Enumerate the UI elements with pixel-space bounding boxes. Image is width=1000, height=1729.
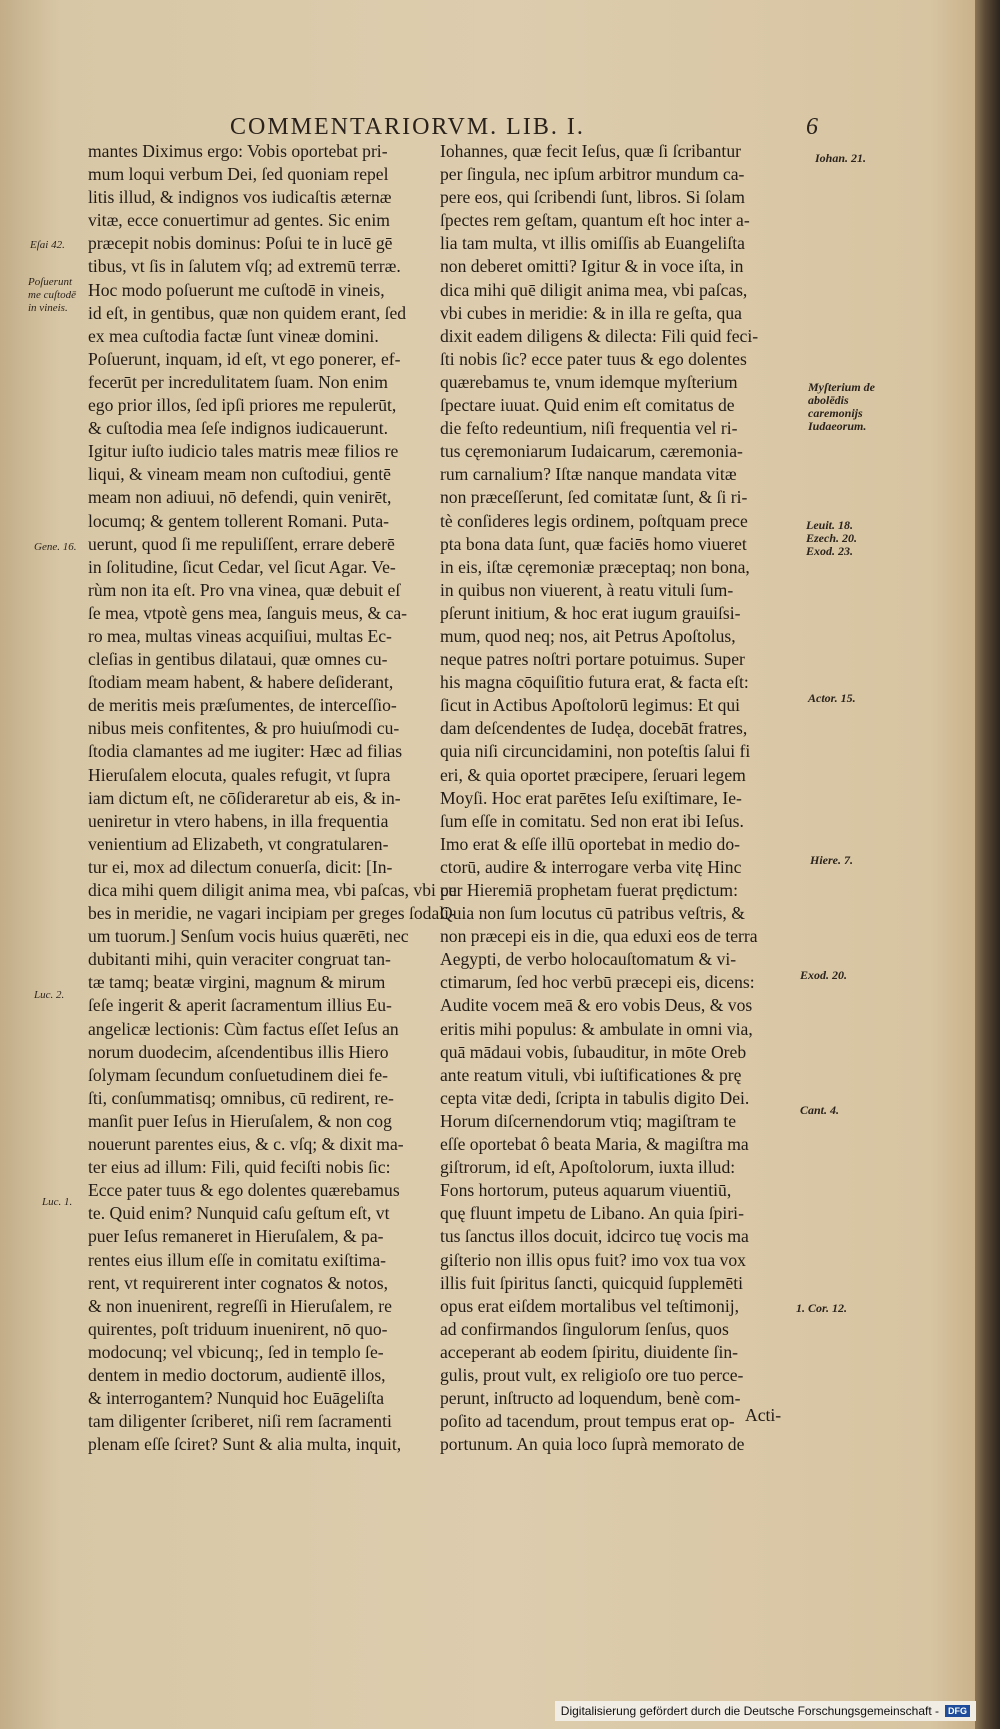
text-line: ſicut in Actibus Apoſtolorū legimus: Et qui	[440, 695, 741, 716]
text-line: eſſe oportebat ô beata Maria, & magiſtra ma	[440, 1134, 749, 1155]
text-line: ſtodia clamantes ad me iugiter: Hæc ad filias	[88, 741, 403, 762]
text-line: gulis, prout vult, ex religioſo ore tuo perce-	[440, 1364, 744, 1385]
text-line: giſtrorum, id eſt, Apoſtolorum, iuxta illud:	[440, 1157, 736, 1178]
text-line: iam dictum eſt, ne cōſideraretur ab eis, & in-	[88, 787, 401, 808]
margin-note-exod: Exod. 20.	[800, 968, 848, 982]
text-line: & cuſtodia mea ſeſe indignos iudicauerunt.	[88, 418, 388, 439]
text-line: tè conſideres legis ordinem, poſtquam prece	[440, 510, 748, 531]
text-line: quā mādaui vobis, ſubauditur, in mōte Oreb	[440, 1041, 747, 1062]
text-line: ter eius ad illum: Fili, quid feciſti nobis ſic:	[88, 1157, 391, 1178]
margin-note-cant: Cant. 4.	[800, 1103, 840, 1117]
text-line: poſito ad tacendum, prout tempus erat op-	[440, 1411, 735, 1432]
text-line: perunt, inſtructo ad loquendum, benè com-	[440, 1388, 741, 1409]
text-line: die feſto redeuntium, niſi frequentia vel ri-	[440, 418, 738, 439]
text-line: ſe mea, vtpotè gens mea, ſanguis meus, & ca-	[88, 602, 408, 623]
text-line: Fons hortorum, puteus aquarum viuentiū,	[440, 1180, 732, 1201]
text-line: norum duodecim, aſcendentibus illis Hiero	[88, 1041, 389, 1062]
text-line: Horum diſcernendorum vtiq; magiſtram te	[440, 1110, 737, 1131]
catchword: Acti-	[745, 1405, 782, 1425]
text-line: Quia non ſum locutus cū patribus veſtris, &	[440, 903, 745, 924]
text-line: ſpectes rem geſtam, quantum eſt hoc inter a-	[440, 210, 750, 231]
text-line: in eis, iſtæ cęremoniæ præceptaq; non bona,	[440, 556, 750, 577]
text-line: neque patres noſtri portare potuimus. Super	[440, 649, 745, 670]
text-line: lia tam multa, vt illis omiſſis ab Euangeliſta	[440, 233, 745, 254]
text-line: dica mihi quem diligit anima mea, vbi paſcas, vbi cu	[88, 880, 457, 900]
text-line: mum loqui verbum Dei, ſed quoniam repel	[88, 164, 389, 185]
text-line: pta bona data ſunt, quæ faciēs homo viueret	[440, 533, 747, 554]
text-line: tam diligenter ſcriberet, niſi rem ſacramenti	[88, 1411, 392, 1432]
text-line: cleſias in gentibus dilataui, quæ omnes cu-	[88, 649, 388, 670]
text-line: ſti, conſummatisq; omnibus, cū redirent, re-	[88, 1087, 394, 1108]
text-line: Hieruſalem elocuta, quales refugit, vt ſupra	[88, 764, 391, 785]
text-line: Poſuerunt, inquam, id eſt, vt ego ponerer, ef-	[88, 348, 401, 369]
page-edge	[975, 0, 1000, 1729]
text-line: Moyſi. Hoc erat parētes Ieſu exiſtimare, Ie-	[440, 787, 742, 808]
text-line: puer Ieſus remaneret in Hieruſalem, & pa-	[88, 1226, 384, 1247]
text-line: liqui, & vineam meam non cuſtodiui, gentē	[88, 464, 391, 485]
text-line: fecerūt per incredulitatem ſuam. Non enim	[88, 371, 388, 392]
digitization-footer	[555, 1701, 976, 1721]
text-line: rùm non ita eſt. Pro vna vinea, quæ debuit eſ	[88, 579, 401, 600]
text-line: dam deſcendentes de Iudęa, docebāt fratres,	[440, 718, 748, 739]
header-title: COMMENTARIORVM. LIB. I.	[230, 114, 585, 140]
text-line: tæ tamq; beatæ virgini, magnum & mirum	[88, 972, 386, 993]
text-line: non deberet omitti? Igitur & in voce iſta, in	[440, 256, 744, 277]
text-line: id eſt, in gentibus, quæ non quidem erant, ſed	[88, 302, 407, 323]
text-line: Ecce pater tuus & ego dolentes quærebamus	[88, 1180, 400, 1201]
text-line: eri, & quia oportet præcipere, ſeruari legem	[440, 764, 746, 785]
text-line: opus erat eiſdem mortalibus vel teſtimonij,	[440, 1295, 740, 1316]
text-line: dixit eadem diligens & dilecta: Fili quid feci-	[440, 325, 759, 346]
text-line: acceperant ab eodem ſpiritu, diuidente ſin-	[440, 1341, 738, 1362]
text-line: Hoc modo poſuerunt me cuſtodē in vineis,	[88, 279, 385, 300]
text-line: ex mea cuſtodia factæ ſunt vineæ domini.	[88, 325, 379, 346]
left-text-column	[88, 140, 457, 1456]
margin-note-mysterium: Myſterium de abolēdis caremonijs Iudaeorum.	[808, 380, 875, 433]
text-line: tus ſanctus illos docuit, idcirco tuę vocis ma	[440, 1226, 749, 1247]
text-line: ſum eſſe in comitatu. Sed non erat ibi Ieſus.	[440, 810, 744, 831]
dfg-logo: DFG	[945, 1705, 970, 1717]
margin-note-iohan: Iohan. 21.	[815, 151, 867, 165]
margin-note-gene: Gene. 16.	[34, 541, 77, 553]
text-line: præcepit nobis dominus: Poſui te in lucē gē	[88, 233, 393, 254]
text-line: his magna cōquiſitio futura erat, & facta eſt:	[440, 672, 749, 693]
text-line: non præcepi eis in die, qua eduxi eos de terra	[440, 926, 758, 947]
margin-note-hiere: Hiere. 7.	[810, 853, 853, 867]
text-line: modocunq; vel vbicunq;, ſed in templo ſe-	[88, 1341, 384, 1362]
text-line: non præceſſerunt, ſed comitatæ ſunt, & ſi ri-	[440, 487, 748, 508]
text-line: quirentes, poſt triduum inuenirent, nō quo-	[88, 1318, 388, 1339]
text-line: ad confirmandos ſingulorum ſenſus, quos	[440, 1318, 729, 1339]
text-line: tur ei, mox ad dilectum conuerſa, dicit: [In-	[88, 856, 393, 877]
text-line: rent, vt requirerent inter cognatos & notos,	[88, 1272, 388, 1293]
text-line: Aegypti, de verbo holocauſtomatum & vi-	[440, 949, 737, 970]
text-line: uerunt, quod ſi me repuliſſent, errare deberē	[88, 533, 395, 554]
text-line: dica mihi quē diligit anima mea, vbi paſcas,	[440, 279, 748, 300]
footer-text: Digitalisierung gefördert durch die Deutsche Forschungsgemeinschaft -	[560, 1704, 939, 1718]
text-line: Audite vocem meā & ero vobis Deus, & vos	[440, 995, 753, 1016]
text-line: Iohannes, quæ fecit Ieſus, quæ ſi ſcribantur	[440, 141, 741, 161]
text-line: tibus, vt ſis in ſalutem vſq; ad extremū terræ.	[88, 256, 401, 277]
text-line: ſeſe ingerit & aperit ſacramentum illius Eu-	[88, 995, 392, 1016]
text-line: vbi cubes in meridie: & in illa re geſta, qua	[440, 302, 742, 323]
text-line: rum carnalium? Iſtæ nanque mandata vitæ	[440, 464, 737, 485]
margin-note-leuit: Leuit. 18. Ezech. 20. Exod. 23.	[806, 518, 857, 558]
text-line: eritis mihi populus: & ambulate in omni via,	[440, 1018, 753, 1039]
margin-note-luc2: Luc. 2.	[34, 989, 65, 1001]
text-line: um tuorum.] Senſum vocis huius quærēti, nec	[88, 926, 409, 947]
text-line: ctimarum, ſed hoc verbū præcepi eis, dicens:	[440, 972, 755, 993]
text-line: nibus meis confitentes, & pro huiuſmodi cu-	[88, 718, 400, 739]
text-line: illis fuit ſpiritus ſancti, quicquid ſupplemēti	[440, 1272, 743, 1293]
text-line: pere eos, qui ſcribendi ſunt, libros. Si ſolam	[440, 187, 745, 208]
text-line: cepta vitæ dedi, ſcripta in tabulis digito Dei.	[440, 1087, 750, 1108]
text-line: portunum. An quia loco ſuprà memorato de	[440, 1434, 745, 1455]
text-line: ſpectare iuuat. Quid enim eſt comitatus de	[440, 395, 735, 416]
text-line: rentes eius illum eſſe in comitatu exiſtima-	[88, 1249, 387, 1270]
page-number: 6	[806, 114, 820, 140]
text-line: mum, quod neq; nos, ait Petrus Apoſtolus,	[440, 625, 736, 646]
text-line: ro mea, multas vineas acquiſiui, multas Ec-	[88, 625, 392, 646]
text-line: Igitur iuſto iudicio tales matris meæ filios re	[88, 441, 399, 462]
text-line: & interrogantem? Nunquid hoc Euāgeliſta	[88, 1388, 385, 1409]
text-line: nouerunt parentes eius, & c. vſq; & dixit ma-	[88, 1134, 404, 1155]
margin-note-luc1: Luc. 1.	[42, 1196, 73, 1208]
text-line: ante reatum vituli, vbi iuſtificationes & prę	[440, 1064, 742, 1085]
text-line: quia niſi circuncidamini, non poteſtis ſalui fi	[440, 741, 751, 762]
text-line: Imo erat & eſſe illū oportebat in medio do-	[440, 833, 740, 854]
text-line: manſit puer Ieſus in Hieruſalem, & non cog	[88, 1110, 392, 1131]
text-line: dubitanti mihi, quin veraciter congruat tan-	[88, 949, 391, 970]
text-line: bes in meridie, ne vagari incipiam per greges ſodali-	[88, 903, 455, 924]
text-line: ſolymam ſecundum conſuetudinem diei fe-	[88, 1064, 388, 1085]
text-line: in quibus non viuerent, à reatu vituli ſum-	[440, 579, 734, 600]
text-line: & non inuenirent, regreſſi in Hieruſalem, re	[88, 1295, 392, 1316]
text-line: te. Quid enim? Nunquid caſu geſtum eſt, vt	[88, 1203, 390, 1224]
text-line: mantes Diximus ergo: Vobis oportebat pri-	[88, 141, 388, 161]
text-line: pſerunt initium, & hoc erat iugum grauiſsi-	[440, 602, 741, 623]
text-line: de meritis meis præſumentes, de interceſſio-	[88, 695, 397, 716]
text-line: meam non adiuui, nō defendi, quin venirēt,	[88, 487, 392, 508]
text-line: ego prior illos, ſed ipſi priores me repulerūt,	[88, 395, 397, 416]
text-line: quę fluunt impetu de Libano. An quia ſpiri-	[440, 1203, 744, 1224]
text-line: ſti nobis ſic? ecce pater tuus & ego dolentes	[440, 348, 747, 369]
text-line: ueniretur in vtero habens, in illa frequentia	[88, 810, 389, 831]
text-line: giſterio non illis opus fuit? imo vox tua vox	[440, 1249, 746, 1270]
margin-note-posuerunt: Poſuerunt me cuſtodē in vineis.	[28, 276, 76, 314]
margin-note-cor: 1. Cor. 12.	[796, 1301, 848, 1315]
margin-note-esai: Eſai 42.	[30, 239, 65, 251]
text-line: per ſingula, nec ipſum arbitror mundum ca-	[440, 164, 745, 185]
text-line: ſtodiam meam habent, & habere deſiderant,	[88, 672, 394, 693]
text-line: dentem in medio doctorum, audientē illos,	[88, 1364, 386, 1385]
text-line: litis illud, & indignos vos iudicaſtis æternæ	[88, 187, 392, 208]
text-line: ctorū, audire & interrogare verba vitę Hinc	[440, 856, 742, 877]
text-line: locumq; & gentem tollerent Romani. Puta-	[88, 510, 389, 531]
right-text-column	[440, 140, 805, 1456]
margin-note-actor: Actor. 15.	[808, 691, 856, 705]
text-line: per Hieremiā prophetam fuerat prędictum:	[440, 880, 738, 900]
text-line: angelicæ lectionis: Cùm factus eſſet Ieſus an	[88, 1018, 399, 1039]
text-line: vitæ, ecce conuertimur ad gentes. Sic enim	[88, 210, 390, 231]
text-line: plenam eſſe ſciret? Sunt & alia multa, inquit,	[88, 1434, 402, 1455]
text-line: quærebamus te, vnum idemque myſterium	[440, 371, 738, 392]
text-line: venientium ad Elizabeth, vt congratularen-	[88, 833, 389, 854]
text-line: tus cęremoniarum Iudaicarum, cæremonia-	[440, 441, 743, 462]
text-line: in ſolitudine, ſicut Cedar, vel ſicut Agar. Ve-	[88, 556, 396, 577]
